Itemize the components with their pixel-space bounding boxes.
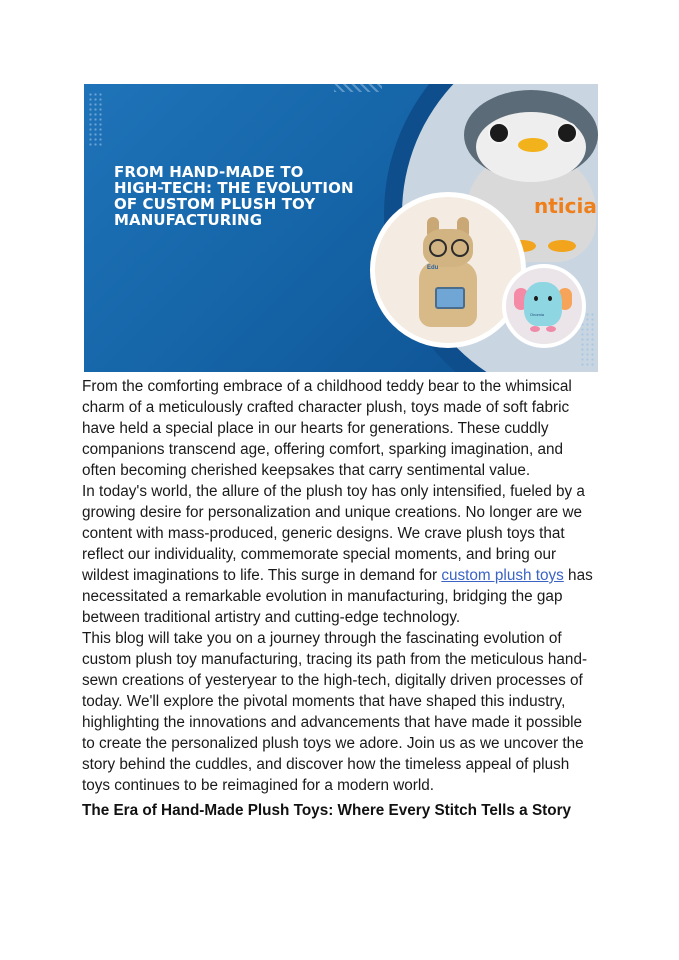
penguin-foot — [548, 240, 576, 252]
blob-eye — [548, 296, 552, 301]
penguin-label-text: nticia — [534, 194, 597, 218]
blob-foot — [546, 326, 556, 332]
llama-plush-image — [370, 192, 526, 348]
llama-tag-text: Edu — [427, 265, 439, 271]
demand-paragraph — [82, 481, 594, 628]
intro-paragraph: From the comforting embrace of a childhood teddy bear to the whimsical charm of a meticulously crafted character plush, toys made of soft fabric have held a special place in our hearts for generations. These cuddly companions transcend age, offering comfort, sparking imagination, and often becoming cherished keepsakes that carry sentimental value. — [82, 378, 572, 479]
blob-plush-image — [502, 264, 586, 348]
custom-plush-toys-link[interactable]: custom plush toys — [441, 567, 564, 584]
penguin-beak — [518, 138, 548, 152]
llama-glasses — [451, 239, 469, 257]
blob-eye — [534, 296, 538, 301]
blob-label-text: Onomia — [530, 312, 545, 317]
paragraph-text: has necessitated a remarkable evolution in manufacturing, bridging the gap between traditional artistry and cutting-edge technology. — [82, 567, 593, 626]
penguin-eye — [488, 122, 510, 144]
banner-title: FROM HAND-MADE TO HIGH-TECH: THE EVOLUTION OF CUSTOM PLUSH TOY MANUFACTURING — [114, 163, 354, 229]
llama-screen-patch — [435, 287, 465, 309]
paragraph-text: In today's world, the allure of the plush toy has only intensified, fueled by a growing desire for personalization and unique creations. No longer are we content with mass-produced, generic designs. We crave plush toys that reflect our individuality, commemorate special moments, and bring our wildest imaginations to life. This surge in demand for — [82, 483, 585, 584]
llama-glasses — [429, 239, 447, 257]
hero-banner — [84, 84, 598, 372]
llama-figure — [415, 217, 481, 337]
penguin-eye — [556, 122, 578, 144]
blob-foot — [530, 326, 540, 332]
blob-body — [524, 282, 562, 326]
dot-pattern-decoration — [88, 92, 104, 146]
hatch-decoration — [334, 84, 382, 92]
section-heading: The Era of Hand-Made Plush Toys: Where Every Stitch Tells a Story — [82, 802, 572, 819]
journey-paragraph: This blog will take you on a journey through the fascinating evolution of custom plush toy manufacturing, tracing its path from the meticulous hand-sewn creations of yesteryear to the high-tech, digitally driven processes of today. We'll explore the pivotal moments that have shaped this industry, highlighting the innovations and advancements that have made it possible to create the personalized plush toys we adore. Join us as we uncover the story behind the cuddles, and discover how the timeless appeal of plush toys continues to be reimagined for a modern world. — [82, 630, 588, 794]
article-body — [82, 376, 594, 822]
